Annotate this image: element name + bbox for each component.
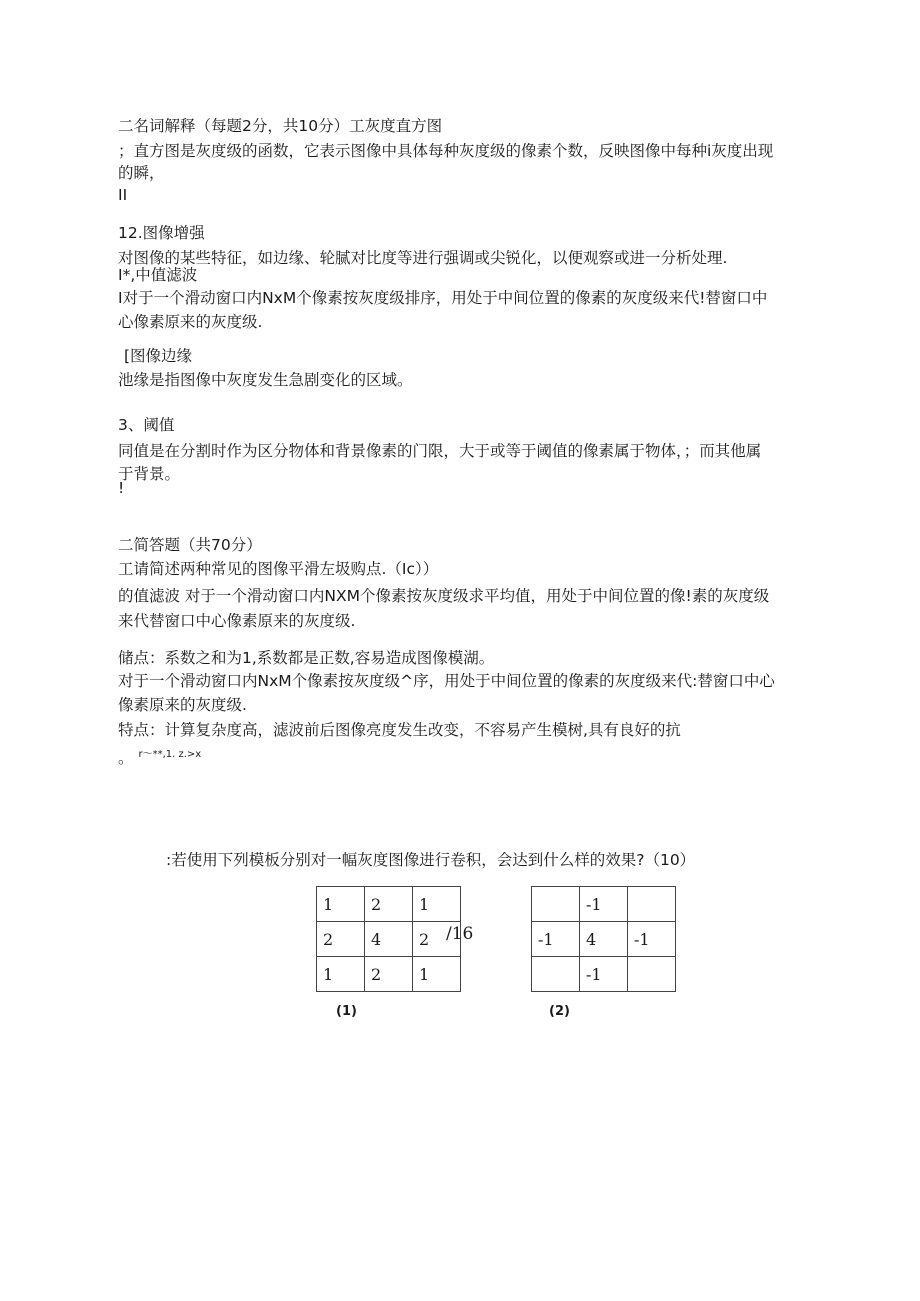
kernel-1-grid xyxy=(316,886,461,992)
kernel-2-cell xyxy=(532,887,580,922)
kernel-1-cell: 2 xyxy=(365,957,413,992)
section-heading-short-answer: 二简答题（共70分） xyxy=(118,536,262,554)
kernel-1-cell: 2 xyxy=(317,922,365,957)
definition-threshold-line1: 同值是在分割时作为区分物体和背景像素的门限，大于或等于阈值的像素属于物体，；而其他属 xyxy=(118,442,762,460)
garbled-period: 。 xyxy=(118,749,134,768)
kernel-2-cell xyxy=(532,957,580,992)
kernel-1-cell: 1 xyxy=(413,957,461,992)
kernel-1-cell: 1 xyxy=(413,887,461,922)
kernel-2-cell xyxy=(628,887,676,922)
kernel-2-grid xyxy=(531,886,676,992)
kernel-1-cell: 2 xyxy=(365,887,413,922)
answer-median-filter-line2: 像素原来的灰度级. xyxy=(118,696,247,714)
term-threshold: 3、阈值 xyxy=(118,416,175,434)
definition-histogram-line1: ；直方图是灰度级的函数，它表示图像中具体每种灰度级的像素个数，反映图像中每种i灰度出现 xyxy=(118,142,774,160)
term-image-enhancement: 12.图像增强 xyxy=(118,224,205,242)
answer-mean-filter-line1: 的值滤波 对于一个滑动窗口内NXM个像素按灰度级求平均值，用处于中间位置的像!素的灰度级 xyxy=(118,587,770,605)
definition-histogram-line2: 的瞬， xyxy=(118,164,165,182)
definition-threshold-line2: 于背景。 xyxy=(118,465,181,483)
garbled-line xyxy=(118,745,201,768)
definition-median-filter-line2: 心像素原来的灰度级. xyxy=(118,313,263,331)
section-heading-terms: 二名词解释（每题2分，共10分）工灰度直方图 xyxy=(118,117,443,135)
term-median-filter: I*,中值滤波 xyxy=(118,266,198,284)
kernel-1-cell: 1 xyxy=(317,887,365,922)
definition-median-filter-line1: I对于一个滑动窗口内NxM个像素按灰度级排序，用处于中间位置的像素的灰度级来代!替窗口中 xyxy=(118,289,768,307)
question-convolution: :若使用下列模板分别对一幅灰度图像进行卷积，会达到什么样的效果?（10） xyxy=(166,851,696,869)
definition-image-edge: 池缘是指图像中灰度发生急剧变化的区域。 xyxy=(118,371,413,389)
kernel-2-cell: -1 xyxy=(532,922,580,957)
kernel-2-caption: (2) xyxy=(549,1004,570,1019)
definition-image-enhancement: 对图像的某些特征，如边缘、轮腻对比度等进行强调或尖锐化，以便观察或进一分析处理. xyxy=(118,249,728,267)
kernel-2-cell: 4 xyxy=(580,922,628,957)
answer-mean-filter-line2: 来代替窗口中心像素原来的灰度级. xyxy=(118,612,356,630)
stray-mark: II xyxy=(118,186,128,204)
question-smoothing: 工请简述两种常见的图像平滑左圾购点.（Ic）） xyxy=(118,560,439,578)
kernel-2-cell: -1 xyxy=(580,887,628,922)
kernel-2-cell: -1 xyxy=(628,922,676,957)
answer-median-filter-line1: 对于一个滑动窗口内NxM个像素按灰度级^序，用处于中间位置的像素的灰度级来代:替窗口中心 xyxy=(118,672,775,690)
answer-median-filter-traits: 特点：计算复杂度高，滤波前后图像亮度发生改变，不容易产生模树,具有良好的抗 xyxy=(118,721,681,739)
garbled-symbols: r～**,1. z.>x xyxy=(138,749,202,760)
kernel-2-cell: -1 xyxy=(580,957,628,992)
kernel-1-cell: 4 xyxy=(365,922,413,957)
kernel-2-cell xyxy=(628,957,676,992)
kernel-1-cell: 1 xyxy=(317,957,365,992)
kernel-1-divisor: /16 xyxy=(446,924,474,944)
kernel-1-cell: 2 xyxy=(413,922,461,957)
term-image-edge: [图像边缘 xyxy=(124,347,193,365)
kernel-1-caption: (1) xyxy=(336,1004,357,1019)
answer-mean-filter-traits: 储点：系数之和为1,系数都是正数,容易造成图像模湖。 xyxy=(118,649,495,667)
stray-mark-2: ! xyxy=(118,479,125,497)
